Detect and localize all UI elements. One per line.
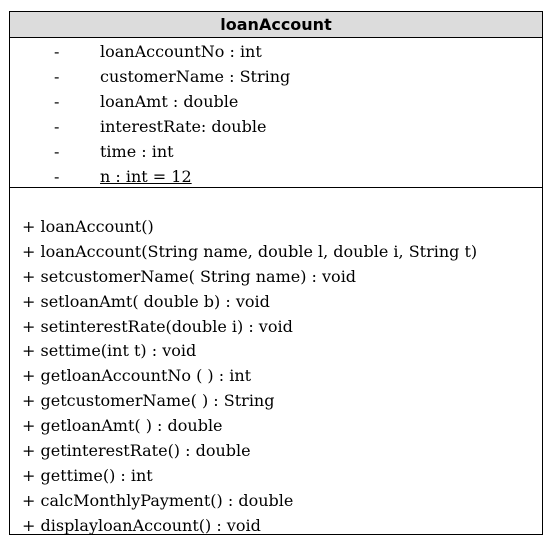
operation-row: + setinterestRate(double i) : void (22, 316, 293, 336)
operation-row: + getloanAmt( ) : double (22, 416, 223, 436)
attribute-row (10, 39, 542, 64)
operation-row: + loanAccount(String name, double l, double i, String t) (22, 241, 478, 261)
attribute-text: interestRate: double (100, 117, 267, 136)
operation-row: + calcMonthlyPayment() : double (22, 490, 294, 510)
attribute-row (10, 64, 542, 89)
attribute-visibility: - (54, 117, 60, 136)
attribute-visibility: - (54, 167, 60, 186)
operation-row: + getinterestRate() : double (22, 440, 251, 460)
operation-row: + getcustomerName( ) : String (22, 391, 275, 411)
attribute-row (10, 114, 542, 139)
attribute-text: loanAccountNo : int (100, 42, 262, 61)
uml-class-box (9, 11, 543, 535)
operation-row: + setloanAmt( double b) : void (22, 291, 270, 311)
attribute-visibility: - (54, 142, 60, 161)
operation-row: + setcustomerName( String name) : void (22, 266, 357, 286)
attribute-visibility: - (54, 42, 60, 61)
attribute-row (10, 139, 542, 164)
operation-row: + getloanAccountNo ( ) : int (22, 366, 252, 386)
attributes-compartment (10, 38, 542, 188)
operations-compartment (10, 188, 542, 538)
attribute-row (10, 164, 542, 189)
attribute-visibility: - (54, 67, 60, 86)
operation-row: + displayloanAccount() : void (22, 515, 261, 535)
static-attribute-text: n : int = 12 (100, 167, 192, 186)
attribute-text: customerName : String (100, 67, 291, 86)
operation-row: + gettime() : int (22, 465, 153, 485)
operation-row: + settime(int t) : void (22, 341, 197, 361)
operation-row: + loanAccount() (22, 216, 154, 236)
attribute-text: loanAmt : double (100, 92, 239, 111)
attribute-row (10, 89, 542, 114)
attribute-visibility: - (54, 92, 60, 111)
attribute-text: time : int (100, 142, 174, 161)
class-name-header: loanAccount (10, 12, 542, 38)
